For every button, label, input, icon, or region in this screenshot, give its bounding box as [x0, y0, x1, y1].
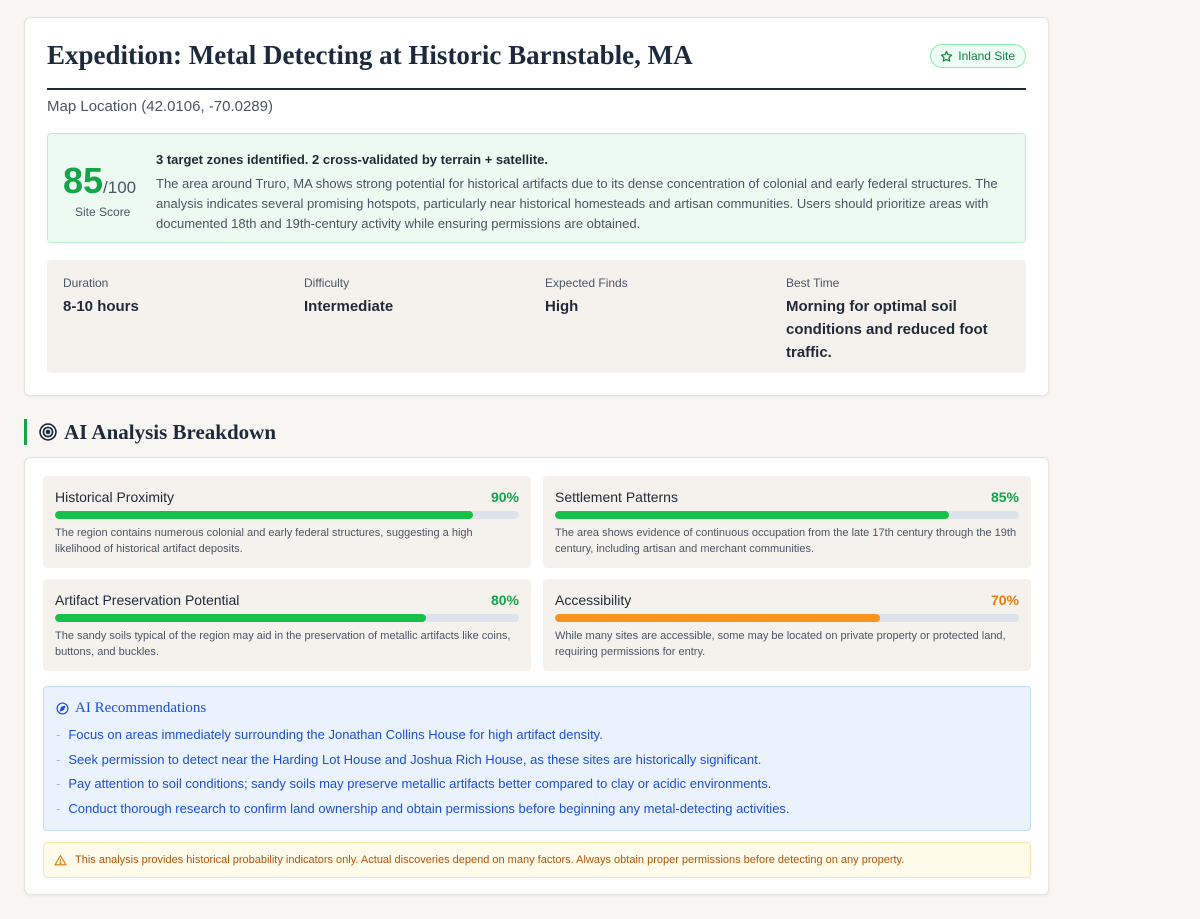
progress-track — [555, 511, 1019, 519]
progress-track — [555, 614, 1019, 622]
list-item: - Pay attention to soil conditions; sandy soils may preserve metallic artifacts better compared to clay or acidic environments. — [56, 776, 772, 791]
metric-percent: 85% — [990, 489, 1019, 505]
stat-value: Morning for optimal soil conditions and reduced foot traffic. — [786, 298, 988, 361]
score-summary: The area around Truro, MA shows strong potential for historical artifacts due to its dense concentration of colonial and early federal structures. The analysis indicates several promising hotspots, particularly near historical homesteads and artisan communities. Users should prioritize areas with documented 18th and 19th-century activity while ensuring permissions are obtained. — [156, 176, 998, 231]
progress-track — [55, 614, 519, 622]
metric-name: Settlement Patterns — [555, 489, 678, 505]
progress-fill — [555, 511, 949, 519]
disclaimer-text: This analysis provides historical probability indicators only. Actual discoveries depend on many factors. Always obtain proper permissions before detecting on any property. — [75, 854, 905, 866]
stat-label: Expected Finds — [545, 276, 628, 290]
title-row — [47, 18, 1026, 90]
list-item: - Seek permission to detect near the Harding Lot House and Joshua Rich House, as these sites are historically significant. — [56, 751, 762, 767]
stat-value: Intermediate — [304, 298, 394, 315]
score-headline: 3 target zones identified. 2 cross-validated by terrain + satellite. — [156, 152, 548, 167]
metric-percent: 90% — [490, 489, 519, 505]
metric-card — [43, 476, 531, 568]
stat-difficulty — [304, 276, 524, 318]
list-item: - Conduct thorough research to confirm land ownership and obtain permissions before beginning any metal-detecting activities. — [56, 800, 790, 816]
target-icon — [38, 422, 58, 442]
metric-card — [43, 579, 531, 671]
recommendations-header — [56, 700, 206, 717]
warning-icon — [54, 854, 67, 867]
site-score-max: /100 — [103, 178, 137, 197]
metric-description: The region contains numerous colonial and early federal structures, suggesting a high likelihood of historical artifact deposits. — [55, 527, 473, 555]
metric-name: Accessibility — [555, 592, 632, 608]
stat-expected-finds — [545, 276, 765, 318]
site-score-panel — [47, 133, 1026, 243]
site-score — [63, 160, 136, 202]
stat-best-time — [786, 276, 1006, 364]
section-title: AI Analysis Breakdown — [64, 420, 277, 444]
stat-duration — [63, 276, 283, 318]
disclaimer-banner — [43, 842, 1031, 878]
stat-label: Duration — [63, 276, 109, 290]
ai-recommendations — [43, 686, 1031, 831]
site-type-badge — [930, 44, 1026, 68]
compass-icon — [56, 702, 69, 715]
recommendation-text: Conduct thorough research to confirm land ownership and obtain permissions before beginning any metal-detecting activities. — [68, 800, 790, 816]
recommendation-text: Focus on areas immediately surrounding the Jonathan Collins House for high artifact density. — [68, 727, 603, 742]
expedition-card — [24, 17, 1049, 396]
metric-description: While many sites are accessible, some may be located on private property or protected land, requiring permissions for entry. — [555, 630, 1006, 658]
metric-name: Artifact Preservation Potential — [55, 592, 240, 608]
recommendation-text: Pay attention to soil conditions; sandy soils may preserve metallic artifacts better compared to clay or acidic environments. — [68, 776, 772, 791]
site-score-label: Site Score — [75, 205, 131, 219]
metric-percent: 80% — [490, 592, 519, 608]
page-title: Expedition: Metal Detecting at Historic Barnstable, MA — [47, 40, 693, 70]
stat-label: Best Time — [786, 276, 840, 290]
stat-value: 8-10 hours — [63, 298, 139, 315]
metric-card — [543, 476, 1031, 568]
metric-description: The sandy soils typical of the region may aid in the preservation of metallic artifacts like coins, buttons, and buckles. — [55, 630, 511, 658]
analysis-card — [24, 457, 1049, 895]
stat-label: Difficulty — [304, 276, 350, 290]
progress-fill — [55, 511, 473, 519]
progress-fill — [55, 614, 426, 622]
recommendations-list — [56, 723, 790, 821]
recommendations-title: AI Recommendations — [75, 700, 207, 716]
progress-fill — [555, 614, 880, 622]
site-score-value: 85 — [63, 160, 104, 201]
progress-track — [55, 511, 519, 519]
list-item: - Focus on areas immediately surrounding the Jonathan Collins House for high artifact density. — [56, 727, 603, 742]
star-icon — [940, 50, 953, 63]
site-type-label: Inland Site — [958, 49, 1015, 63]
metric-name: Historical Proximity — [55, 489, 175, 505]
metric-card — [543, 579, 1031, 671]
metric-percent: 70% — [990, 592, 1019, 608]
section-accent-bar — [24, 419, 27, 445]
recommendation-text: Seek permission to detect near the Harding Lot House and Joshua Rich House, as these sites are historically significant. — [68, 751, 762, 767]
map-location: Map Location (42.0106, -70.0289) — [47, 98, 273, 115]
metric-description: The area shows evidence of continuous occupation from the late 17th century through the 19th century, including artisan and merchant communities. — [555, 527, 1017, 555]
stat-value: High — [545, 298, 579, 315]
expedition-stats — [47, 260, 1026, 373]
